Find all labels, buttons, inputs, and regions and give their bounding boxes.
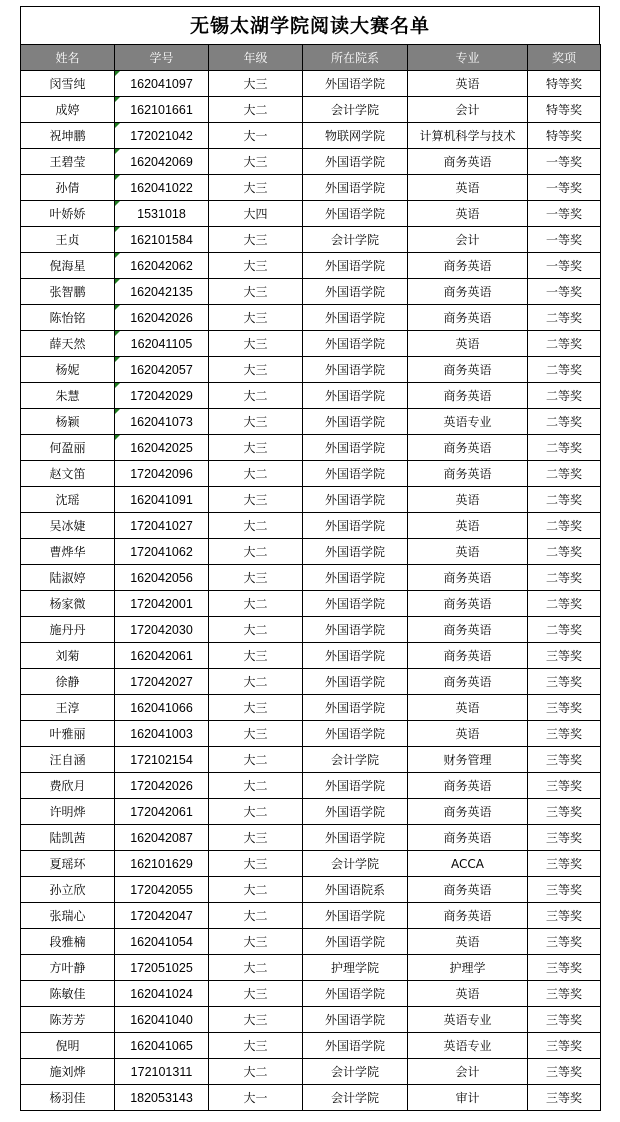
cell-grade[interactable]: 大三 (209, 643, 303, 669)
cell-major[interactable]: 英语 (408, 981, 528, 1007)
cell-department[interactable]: 外国语学院 (303, 357, 408, 383)
cell-major[interactable]: 财务管理 (408, 747, 528, 773)
cell-grade[interactable]: 大三 (209, 331, 303, 357)
cell-major[interactable]: 计算机科学与技术 (408, 123, 528, 149)
table-row (21, 201, 601, 227)
cell-student-id[interactable]: 162041054 (115, 929, 209, 955)
cell-department[interactable]: 外国语学院 (303, 175, 408, 201)
cell-award[interactable]: 二等奖 (528, 331, 601, 357)
cell-department[interactable]: 外国语学院 (303, 331, 408, 357)
cell-major[interactable]: 英语 (408, 175, 528, 201)
cell-department[interactable]: 外国语学院 (303, 565, 408, 591)
cell-student-id[interactable]: 172042096 (115, 461, 209, 487)
cell-grade[interactable]: 大二 (209, 955, 303, 981)
cell-name[interactable]: 刘菊 (21, 643, 115, 669)
cell-major[interactable]: 英语 (408, 695, 528, 721)
table-row (21, 1007, 601, 1033)
cell-name[interactable]: 倪海星 (21, 253, 115, 279)
cell-grade[interactable]: 大二 (209, 799, 303, 825)
cell-department[interactable]: 会计学院 (303, 1059, 408, 1085)
cell-student-id[interactable]: 172042026 (115, 773, 209, 799)
cell-award[interactable]: 三等奖 (528, 825, 601, 851)
table-row (21, 955, 601, 981)
table-row (21, 981, 601, 1007)
cell-department[interactable]: 会计学院 (303, 851, 408, 877)
cell-major[interactable]: 英语专业 (408, 409, 528, 435)
cell-grade[interactable]: 大三 (209, 149, 303, 175)
cell-award[interactable]: 二等奖 (528, 383, 601, 409)
cell-name[interactable]: 陈敏佳 (21, 981, 115, 1007)
cell-student-id[interactable]: 172102154 (115, 747, 209, 773)
cell-award[interactable]: 三等奖 (528, 721, 601, 747)
cell-grade[interactable]: 大二 (209, 617, 303, 643)
cell-award[interactable]: 二等奖 (528, 487, 601, 513)
table-row (21, 1033, 601, 1059)
cell-department[interactable]: 外国语学院 (303, 201, 408, 227)
cell-student-id[interactable]: 162042026 (115, 305, 209, 331)
cell-student-id[interactable]: 162042056 (115, 565, 209, 591)
cell-department[interactable]: 外国语学院 (303, 721, 408, 747)
cell-student-id[interactable]: 162042025 (115, 435, 209, 461)
cell-department[interactable]: 会计学院 (303, 97, 408, 123)
cell-name[interactable]: 叶娇娇 (21, 201, 115, 227)
table-row (21, 1085, 601, 1111)
cell-department[interactable]: 外国语学院 (303, 513, 408, 539)
cell-major[interactable]: 商务英语 (408, 903, 528, 929)
table-row (21, 617, 601, 643)
cell-award[interactable]: 三等奖 (528, 929, 601, 955)
cell-name[interactable]: 祝坤鹏 (21, 123, 115, 149)
cell-grade[interactable]: 大一 (209, 123, 303, 149)
cell-award[interactable]: 特等奖 (528, 71, 601, 97)
cell-department[interactable]: 外国语学院 (303, 981, 408, 1007)
cell-major[interactable]: 英语 (408, 487, 528, 513)
cell-department[interactable]: 外国语学院 (303, 305, 408, 331)
cell-award[interactable]: 二等奖 (528, 591, 601, 617)
cell-department[interactable]: 外国语学院 (303, 279, 408, 305)
cell-student-id[interactable]: 162042061 (115, 643, 209, 669)
cell-grade[interactable]: 大三 (209, 981, 303, 1007)
cell-major[interactable]: 商务英语 (408, 877, 528, 903)
cell-award[interactable]: 特等奖 (528, 97, 601, 123)
cell-department[interactable]: 外国语学院 (303, 929, 408, 955)
cell-major[interactable]: 商务英语 (408, 357, 528, 383)
cell-department[interactable]: 外国语学院 (303, 461, 408, 487)
table-header-row (21, 45, 601, 71)
spreadsheet (20, 6, 600, 1111)
table-row (21, 435, 601, 461)
cell-major[interactable]: 审计 (408, 1085, 528, 1111)
cell-student-id[interactable]: 172042029 (115, 383, 209, 409)
cell-major[interactable]: 商务英语 (408, 643, 528, 669)
cell-name[interactable]: 杨妮 (21, 357, 115, 383)
cell-award[interactable]: 一等奖 (528, 149, 601, 175)
cell-major[interactable]: 商务英语 (408, 383, 528, 409)
table-row (21, 851, 601, 877)
cell-award[interactable]: 三等奖 (528, 955, 601, 981)
cell-grade[interactable]: 大三 (209, 565, 303, 591)
cell-name[interactable]: 方叶静 (21, 955, 115, 981)
cell-major[interactable]: 商务英语 (408, 461, 528, 487)
cell-student-id[interactable]: 162041065 (115, 1033, 209, 1059)
cell-department[interactable]: 护理学院 (303, 955, 408, 981)
table-row (21, 253, 601, 279)
cell-name[interactable]: 何盈丽 (21, 435, 115, 461)
cell-student-id[interactable]: 162041022 (115, 175, 209, 201)
cell-department[interactable]: 外国语学院 (303, 409, 408, 435)
table-row (21, 331, 601, 357)
cell-name[interactable]: 孙倩 (21, 175, 115, 201)
cell-name[interactable]: 许明烨 (21, 799, 115, 825)
cell-student-id[interactable]: 172042061 (115, 799, 209, 825)
cell-major[interactable]: 英语专业 (408, 1033, 528, 1059)
cell-major[interactable]: 商务英语 (408, 279, 528, 305)
cell-award[interactable]: 一等奖 (528, 201, 601, 227)
column-header-award[interactable]: 奖项 (528, 45, 601, 71)
cell-student-id[interactable]: 162041003 (115, 721, 209, 747)
cell-student-id[interactable]: 162042087 (115, 825, 209, 851)
cell-name[interactable]: 沈瑶 (21, 487, 115, 513)
cell-student-id[interactable]: 162042062 (115, 253, 209, 279)
table-row (21, 175, 601, 201)
table-row (21, 305, 601, 331)
cell-major[interactable]: 商务英语 (408, 435, 528, 461)
cell-award[interactable]: 三等奖 (528, 773, 601, 799)
cell-award[interactable]: 二等奖 (528, 513, 601, 539)
cell-student-id[interactable]: 182053143 (115, 1085, 209, 1111)
cell-grade[interactable]: 大二 (209, 97, 303, 123)
cell-award[interactable]: 二等奖 (528, 305, 601, 331)
cell-name[interactable]: 赵文笛 (21, 461, 115, 487)
cell-award[interactable]: 二等奖 (528, 617, 601, 643)
cell-grade[interactable]: 大二 (209, 903, 303, 929)
cell-student-id[interactable]: 172101311 (115, 1059, 209, 1085)
cell-award[interactable]: 二等奖 (528, 357, 601, 383)
cell-award[interactable]: 二等奖 (528, 461, 601, 487)
cell-department[interactable]: 外国语学院 (303, 1007, 408, 1033)
cell-grade[interactable]: 大三 (209, 71, 303, 97)
cell-grade[interactable]: 大一 (209, 1085, 303, 1111)
cell-department[interactable]: 外国语学院 (303, 773, 408, 799)
cell-student-id[interactable]: 172042055 (115, 877, 209, 903)
table-row (21, 721, 601, 747)
cell-major[interactable]: 商务英语 (408, 591, 528, 617)
column-header-grade[interactable]: 年级 (209, 45, 303, 71)
cell-name[interactable]: 王碧莹 (21, 149, 115, 175)
cell-grade[interactable]: 大三 (209, 487, 303, 513)
cell-name[interactable]: 徐静 (21, 669, 115, 695)
cell-grade[interactable]: 大三 (209, 227, 303, 253)
cell-department[interactable]: 会计学院 (303, 747, 408, 773)
cell-name[interactable]: 吴冰婕 (21, 513, 115, 539)
cell-department[interactable]: 外国语院系 (303, 877, 408, 903)
table-row (21, 591, 601, 617)
cell-grade[interactable]: 大三 (209, 1033, 303, 1059)
cell-major[interactable]: 英语 (408, 721, 528, 747)
cell-award[interactable]: 特等奖 (528, 123, 601, 149)
cell-grade[interactable]: 大二 (209, 461, 303, 487)
cell-grade[interactable]: 大二 (209, 1059, 303, 1085)
cell-student-id[interactable]: 162042069 (115, 149, 209, 175)
cell-name[interactable]: 闵雪纯 (21, 71, 115, 97)
cell-name[interactable]: 曹烨华 (21, 539, 115, 565)
column-header-major[interactable]: 专业 (408, 45, 528, 71)
table-row (21, 461, 601, 487)
cell-grade[interactable]: 大三 (209, 721, 303, 747)
cell-name[interactable]: 施丹丹 (21, 617, 115, 643)
cell-student-id[interactable]: 172042047 (115, 903, 209, 929)
cell-student-id[interactable]: 172042027 (115, 669, 209, 695)
cell-department[interactable]: 外国语学院 (303, 825, 408, 851)
cell-major[interactable]: 英语 (408, 539, 528, 565)
cell-name[interactable]: 陈怡铭 (21, 305, 115, 331)
cell-award[interactable]: 二等奖 (528, 565, 601, 591)
cell-award[interactable]: 三等奖 (528, 1085, 601, 1111)
cell-award[interactable]: 三等奖 (528, 851, 601, 877)
cell-name[interactable]: 张瑞心 (21, 903, 115, 929)
cell-grade[interactable]: 大三 (209, 279, 303, 305)
table-row (21, 487, 601, 513)
cell-department[interactable]: 外国语学院 (303, 539, 408, 565)
cell-award[interactable]: 一等奖 (528, 279, 601, 305)
cell-name[interactable]: 叶雅丽 (21, 721, 115, 747)
cell-student-id[interactable]: 172041062 (115, 539, 209, 565)
cell-name[interactable]: 陆凯茜 (21, 825, 115, 851)
table-row (21, 669, 601, 695)
cell-award[interactable]: 三等奖 (528, 1033, 601, 1059)
cell-grade[interactable]: 大二 (209, 877, 303, 903)
cell-major[interactable]: 英语 (408, 929, 528, 955)
cell-department[interactable]: 外国语学院 (303, 669, 408, 695)
cell-major[interactable]: 英语 (408, 201, 528, 227)
table-row (21, 513, 601, 539)
cell-department[interactable]: 外国语学院 (303, 643, 408, 669)
cell-award[interactable]: 三等奖 (528, 695, 601, 721)
cell-name[interactable]: 杨羽佳 (21, 1085, 115, 1111)
cell-grade[interactable]: 大三 (209, 253, 303, 279)
cell-student-id[interactable]: 162041040 (115, 1007, 209, 1033)
cell-grade[interactable]: 大三 (209, 695, 303, 721)
cell-student-id[interactable]: 162042057 (115, 357, 209, 383)
cell-department[interactable]: 外国语学院 (303, 253, 408, 279)
cell-name[interactable]: 成婷 (21, 97, 115, 123)
cell-major[interactable]: 商务英语 (408, 305, 528, 331)
cell-major[interactable]: 商务英语 (408, 799, 528, 825)
table-row (21, 929, 601, 955)
cell-department[interactable]: 外国语学院 (303, 591, 408, 617)
cell-name[interactable]: 陈芳芳 (21, 1007, 115, 1033)
cell-grade[interactable]: 大二 (209, 539, 303, 565)
table-row (21, 357, 601, 383)
cell-major[interactable]: 英语 (408, 331, 528, 357)
cell-award[interactable]: 三等奖 (528, 981, 601, 1007)
cell-major[interactable]: 会计 (408, 97, 528, 123)
cell-grade[interactable]: 大二 (209, 669, 303, 695)
cell-department[interactable]: 外国语学院 (303, 617, 408, 643)
table-row (21, 903, 601, 929)
cell-department[interactable]: 外国语学院 (303, 71, 408, 97)
cell-award[interactable]: 三等奖 (528, 799, 601, 825)
cell-name[interactable]: 夏瑶环 (21, 851, 115, 877)
cell-name[interactable]: 施刘烨 (21, 1059, 115, 1085)
cell-major[interactable]: 商务英语 (408, 149, 528, 175)
table-row (21, 643, 601, 669)
cell-name[interactable]: 费欣月 (21, 773, 115, 799)
cell-department[interactable]: 外国语学院 (303, 487, 408, 513)
table-row (21, 149, 601, 175)
cell-award[interactable]: 一等奖 (528, 253, 601, 279)
cell-name[interactable]: 汪自涵 (21, 747, 115, 773)
cell-major[interactable]: 会计 (408, 227, 528, 253)
cell-award[interactable]: 三等奖 (528, 1007, 601, 1033)
cell-department[interactable]: 外国语学院 (303, 383, 408, 409)
cell-department[interactable]: 外国语学院 (303, 903, 408, 929)
cell-award[interactable]: 三等奖 (528, 643, 601, 669)
table-body (21, 71, 601, 1111)
cell-award[interactable]: 一等奖 (528, 175, 601, 201)
cell-name[interactable]: 杨颖 (21, 409, 115, 435)
cell-grade[interactable]: 大二 (209, 513, 303, 539)
cell-grade[interactable]: 大三 (209, 929, 303, 955)
cell-grade[interactable]: 大三 (209, 1007, 303, 1033)
cell-major[interactable]: 英语专业 (408, 1007, 528, 1033)
cell-name[interactable]: 杨家微 (21, 591, 115, 617)
cell-name[interactable]: 段雅楠 (21, 929, 115, 955)
cell-student-id[interactable]: 172051025 (115, 955, 209, 981)
cell-major[interactable]: 英语 (408, 513, 528, 539)
cell-major[interactable]: 商务英语 (408, 669, 528, 695)
cell-name[interactable]: 薛天然 (21, 331, 115, 357)
cell-award[interactable]: 三等奖 (528, 877, 601, 903)
cell-award[interactable]: 三等奖 (528, 747, 601, 773)
cell-name[interactable]: 倪明 (21, 1033, 115, 1059)
cell-student-id[interactable]: 162041073 (115, 409, 209, 435)
cell-department[interactable]: 外国语学院 (303, 435, 408, 461)
cell-major[interactable]: 会计 (408, 1059, 528, 1085)
column-header-department[interactable]: 所在院系 (303, 45, 408, 71)
cell-name[interactable]: 陆淑婷 (21, 565, 115, 591)
cell-major[interactable]: 英语 (408, 71, 528, 97)
table-row (21, 877, 601, 903)
cell-major[interactable]: 商务英语 (408, 617, 528, 643)
cell-grade[interactable]: 大三 (209, 305, 303, 331)
cell-student-id[interactable]: 162101661 (115, 97, 209, 123)
cell-grade[interactable]: 大三 (209, 851, 303, 877)
cell-major[interactable]: 护理学 (408, 955, 528, 981)
cell-major[interactable]: 商务英语 (408, 773, 528, 799)
cell-student-id[interactable]: 162042135 (115, 279, 209, 305)
table-row (21, 71, 601, 97)
cell-department[interactable]: 外国语学院 (303, 149, 408, 175)
cell-major[interactable]: ACCA (408, 851, 528, 877)
table-row (21, 539, 601, 565)
column-header-student-id[interactable]: 学号 (115, 45, 209, 71)
cell-award[interactable]: 二等奖 (528, 409, 601, 435)
cell-student-id[interactable]: 172042001 (115, 591, 209, 617)
cell-student-id[interactable]: 162041105 (115, 331, 209, 357)
table-row (21, 279, 601, 305)
table-row (21, 799, 601, 825)
cell-department[interactable]: 外国语学院 (303, 1033, 408, 1059)
cell-grade[interactable]: 大二 (209, 773, 303, 799)
cell-student-id[interactable]: 172021042 (115, 123, 209, 149)
cell-name[interactable]: 王贞 (21, 227, 115, 253)
table-row (21, 1059, 601, 1085)
cell-major[interactable]: 商务英语 (408, 253, 528, 279)
cell-award[interactable]: 三等奖 (528, 669, 601, 695)
cell-department[interactable]: 物联网学院 (303, 123, 408, 149)
cell-major[interactable]: 商务英语 (408, 565, 528, 591)
cell-department[interactable]: 会计学院 (303, 227, 408, 253)
table-row (21, 409, 601, 435)
cell-name[interactable]: 孙立欣 (21, 877, 115, 903)
cell-student-id[interactable]: 162041097 (115, 71, 209, 97)
cell-grade[interactable]: 大二 (209, 747, 303, 773)
table-row (21, 123, 601, 149)
table-row (21, 747, 601, 773)
cell-student-id[interactable]: 162101584 (115, 227, 209, 253)
cell-student-id[interactable]: 162041024 (115, 981, 209, 1007)
table-row (21, 825, 601, 851)
cell-department[interactable]: 外国语学院 (303, 695, 408, 721)
cell-student-id[interactable]: 162041066 (115, 695, 209, 721)
cell-award[interactable]: 三等奖 (528, 903, 601, 929)
table-row (21, 383, 601, 409)
cell-grade[interactable]: 大三 (209, 435, 303, 461)
cell-name[interactable]: 张智鹏 (21, 279, 115, 305)
column-header-name[interactable]: 姓名 (21, 45, 115, 71)
cell-name[interactable]: 王淳 (21, 695, 115, 721)
cell-student-id[interactable]: 172041027 (115, 513, 209, 539)
cell-major[interactable]: 商务英语 (408, 825, 528, 851)
cell-award[interactable]: 二等奖 (528, 435, 601, 461)
cell-award[interactable]: 一等奖 (528, 227, 601, 253)
cell-student-id[interactable]: 172042030 (115, 617, 209, 643)
cell-award[interactable]: 二等奖 (528, 539, 601, 565)
cell-student-id[interactable]: 162041091 (115, 487, 209, 513)
cell-department[interactable]: 会计学院 (303, 1085, 408, 1111)
award-list-table (20, 44, 601, 1111)
table-row (21, 565, 601, 591)
cell-award[interactable]: 三等奖 (528, 1059, 601, 1085)
cell-grade[interactable]: 大三 (209, 825, 303, 851)
page-title: 无锡太湖学院阅读大赛名单 (20, 6, 600, 44)
cell-grade[interactable]: 大四 (209, 201, 303, 227)
cell-department[interactable]: 外国语学院 (303, 799, 408, 825)
table-row (21, 227, 601, 253)
cell-name[interactable]: 朱慧 (21, 383, 115, 409)
table-row (21, 695, 601, 721)
table-row (21, 773, 601, 799)
cell-grade[interactable]: 大三 (209, 357, 303, 383)
cell-grade[interactable]: 大三 (209, 409, 303, 435)
cell-grade[interactable]: 大二 (209, 591, 303, 617)
table-row (21, 97, 601, 123)
cell-grade[interactable]: 大三 (209, 175, 303, 201)
cell-student-id[interactable]: 162101629 (115, 851, 209, 877)
cell-grade[interactable]: 大二 (209, 383, 303, 409)
cell-student-id[interactable]: 1531018 (115, 201, 209, 227)
